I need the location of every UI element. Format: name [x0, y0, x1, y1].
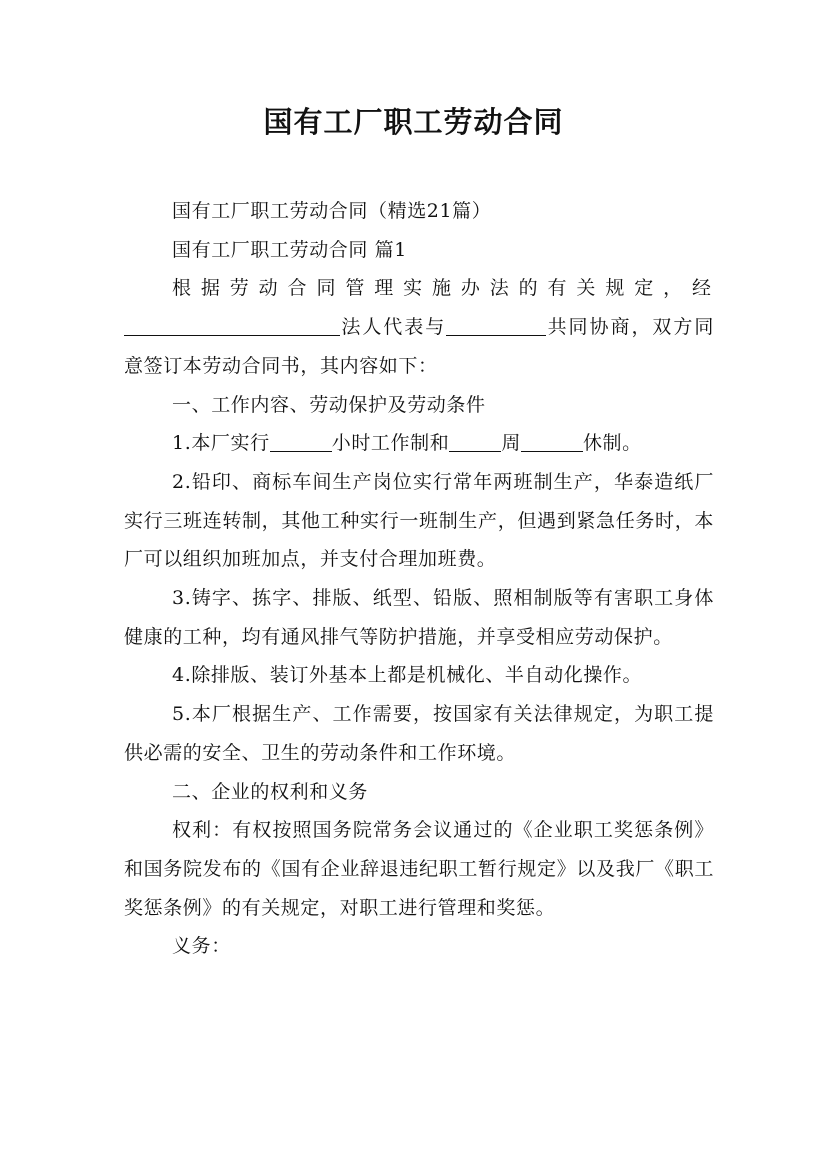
document-title: 国有工厂职工劳动合同 [263, 105, 564, 139]
paragraph-rights: 权利：有权按照国务院常务会议通过的《企业职工奖惩条例》和国务院发布的《国有企业辞退违纪职工暂行规定》以及我厂《职工奖惩条例》的有关规定，对职工进行管理和奖惩。 [124, 819, 714, 919]
blank-employee-name [446, 316, 546, 336]
item-1-week: 周 [501, 432, 521, 455]
item-2-shift-system: 2.铅印、商标车间生产岗位实行常年两班制生产，华泰造纸厂实行三班连转制，其他工种实行一班制生产，但遇到紧急任务时，本厂可以组织加班加点，并支付合理加班费。 [124, 470, 714, 571]
text-consultation: 共同协商，双方同意签订本劳动合同书，其内容如下： [124, 316, 714, 377]
item-1-middle: 小时工作制和 [331, 432, 450, 455]
item-1-work-system [124, 424, 714, 463]
paragraph-duties: 义务： [172, 935, 231, 958]
blank-company-name [124, 316, 340, 336]
heading-rights-duties: 二、企业的权利和义务 [172, 780, 369, 803]
item-5-conditions: 5.本厂根据生产、工作需要，按国家有关法律规定，为职工提供必需的安全、卫生的劳动条件和工作环境。 [124, 703, 714, 764]
item-1-prefix: 1.本厂实行 [172, 432, 270, 455]
text-legal-rep: 法人代表与 [340, 316, 447, 339]
item-1-suffix: 休制。 [582, 432, 642, 455]
item-3-protection: 3.铸字、拣字、排版、纸型、铅版、照相制版等有害职工身体健康的工种，均有通风排气等防护措施，并享受相应劳动保护。 [124, 587, 714, 648]
paragraph-collection-heading: 国有工厂职工劳动合同（精选21篇） [172, 200, 492, 222]
blank-rest [521, 432, 583, 452]
item-4-automation: 4.除排版、装订外基本上都是机械化、半自动化操作。 [172, 664, 643, 687]
paragraph-intro-continued [124, 308, 714, 385]
heading-work-content: 一、工作内容、劳动保护及劳动条件 [172, 393, 486, 416]
document-body [124, 192, 714, 966]
blank-work-hours [270, 432, 332, 452]
blank-week [449, 432, 501, 452]
paragraph-intro-line: 根据劳动合同管理实施办法的有关规定，经 [172, 277, 714, 300]
paragraph-section-heading: 国有工厂职工劳动合同 篇1 [172, 238, 407, 261]
